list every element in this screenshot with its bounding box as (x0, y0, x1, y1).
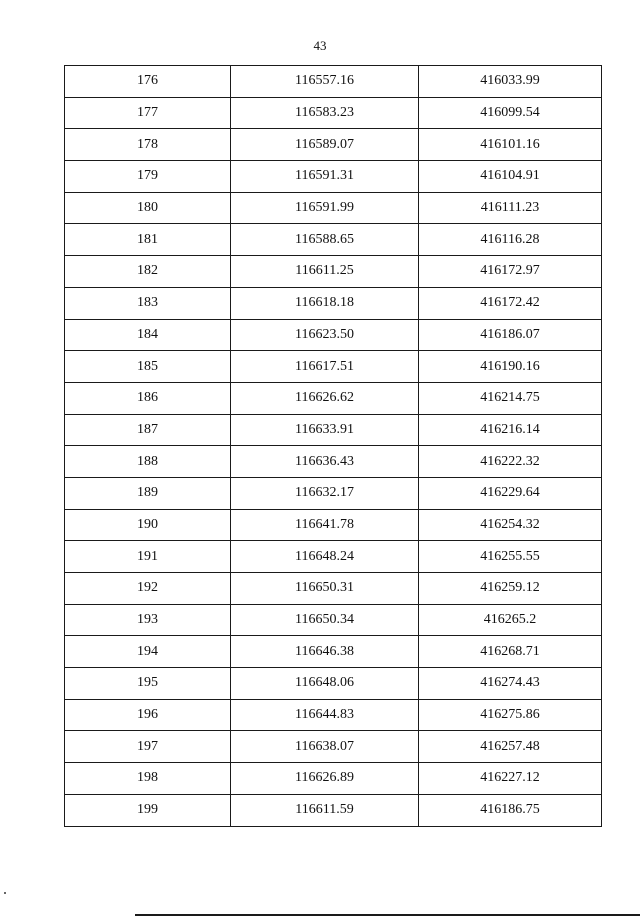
x-coordinate-cell: 116633.91 (231, 414, 419, 446)
y-coordinate-cell: 416268.71 (419, 636, 602, 668)
table-row (65, 636, 602, 668)
x-coordinate-cell: 116588.65 (231, 224, 419, 256)
point-number-cell: 194 (65, 636, 231, 668)
table-row (65, 699, 602, 731)
table-row (65, 477, 602, 509)
page-number: 43 (313, 38, 327, 53)
point-number-cell: 187 (65, 414, 231, 446)
point-number-cell: 189 (65, 477, 231, 509)
point-number-cell: 198 (65, 763, 231, 795)
y-coordinate-cell: 416104.91 (419, 161, 602, 193)
y-coordinate-cell: 416227.12 (419, 763, 602, 795)
point-number-cell: 180 (65, 192, 231, 224)
y-coordinate-cell: 416099.54 (419, 97, 602, 129)
table-row (65, 794, 602, 826)
x-coordinate-cell: 116617.51 (231, 351, 419, 383)
y-coordinate-cell: 416222.32 (419, 446, 602, 478)
y-coordinate-cell: 416259.12 (419, 573, 602, 605)
point-number-cell: 192 (65, 573, 231, 605)
table-row (65, 97, 602, 129)
table-row (65, 319, 602, 351)
x-coordinate-cell: 116638.07 (231, 731, 419, 763)
x-coordinate-cell: 116650.34 (231, 604, 419, 636)
table-row (65, 414, 602, 446)
y-coordinate-cell: 416229.64 (419, 477, 602, 509)
point-number-cell: 179 (65, 161, 231, 193)
x-coordinate-cell: 116650.31 (231, 573, 419, 605)
x-coordinate-cell: 116648.06 (231, 668, 419, 700)
x-coordinate-cell: 116644.83 (231, 699, 419, 731)
x-coordinate-cell: 116641.78 (231, 509, 419, 541)
x-coordinate-cell: 116557.16 (231, 66, 419, 98)
x-coordinate-cell: 116589.07 (231, 129, 419, 161)
x-coordinate-cell: 116632.17 (231, 477, 419, 509)
table-row (65, 509, 602, 541)
y-coordinate-cell: 416190.16 (419, 351, 602, 383)
y-coordinate-cell: 416172.42 (419, 287, 602, 319)
x-coordinate-cell: 116626.89 (231, 763, 419, 795)
x-coordinate-cell: 116626.62 (231, 382, 419, 414)
y-coordinate-cell: 416033.99 (419, 66, 602, 98)
y-coordinate-cell: 416186.75 (419, 794, 602, 826)
x-coordinate-cell: 116648.24 (231, 541, 419, 573)
table-row (65, 382, 602, 414)
point-number-cell: 191 (65, 541, 231, 573)
table-row (65, 573, 602, 605)
table-row (65, 446, 602, 478)
y-coordinate-cell: 416186.07 (419, 319, 602, 351)
point-number-cell: 183 (65, 287, 231, 319)
table-row (65, 731, 602, 763)
point-number-cell: 184 (65, 319, 231, 351)
point-number-cell: 181 (65, 224, 231, 256)
table-row (65, 161, 602, 193)
table-row (65, 224, 602, 256)
coordinate-table (64, 65, 602, 827)
y-coordinate-cell: 416111.23 (419, 192, 602, 224)
y-coordinate-cell: 416265.2 (419, 604, 602, 636)
y-coordinate-cell: 416275.86 (419, 699, 602, 731)
y-coordinate-cell: 416255.55 (419, 541, 602, 573)
x-coordinate-cell: 116623.50 (231, 319, 419, 351)
table-row (65, 66, 602, 98)
point-number-cell: 190 (65, 509, 231, 541)
point-number-cell: 199 (65, 794, 231, 826)
bottom-rule (135, 914, 640, 916)
point-number-cell: 176 (65, 66, 231, 98)
x-coordinate-cell: 116583.23 (231, 97, 419, 129)
table-row (65, 287, 602, 319)
table-row (65, 129, 602, 161)
y-coordinate-cell: 416172.97 (419, 256, 602, 288)
point-number-cell: 197 (65, 731, 231, 763)
x-coordinate-cell: 116618.18 (231, 287, 419, 319)
y-coordinate-cell: 416216.14 (419, 414, 602, 446)
x-coordinate-cell: 116636.43 (231, 446, 419, 478)
point-number-cell: 195 (65, 668, 231, 700)
y-coordinate-cell: 416257.48 (419, 731, 602, 763)
table-row (65, 541, 602, 573)
point-number-cell: 193 (65, 604, 231, 636)
point-number-cell: 177 (65, 97, 231, 129)
point-number-cell: 188 (65, 446, 231, 478)
table-row (65, 192, 602, 224)
x-coordinate-cell: 116646.38 (231, 636, 419, 668)
y-coordinate-cell: 416214.75 (419, 382, 602, 414)
y-coordinate-cell: 416116.28 (419, 224, 602, 256)
point-number-cell: 196 (65, 699, 231, 731)
y-coordinate-cell: 416274.43 (419, 668, 602, 700)
scan-speck (4, 892, 6, 894)
y-coordinate-cell: 416101.16 (419, 129, 602, 161)
table-row (65, 351, 602, 383)
x-coordinate-cell: 116611.25 (231, 256, 419, 288)
coordinate-table-body (65, 66, 602, 827)
table-row (65, 763, 602, 795)
point-number-cell: 178 (65, 129, 231, 161)
y-coordinate-cell: 416254.32 (419, 509, 602, 541)
table-row (65, 668, 602, 700)
table-row (65, 604, 602, 636)
point-number-cell: 182 (65, 256, 231, 288)
point-number-cell: 186 (65, 382, 231, 414)
x-coordinate-cell: 116611.59 (231, 794, 419, 826)
table-row (65, 256, 602, 288)
x-coordinate-cell: 116591.31 (231, 161, 419, 193)
point-number-cell: 185 (65, 351, 231, 383)
x-coordinate-cell: 116591.99 (231, 192, 419, 224)
